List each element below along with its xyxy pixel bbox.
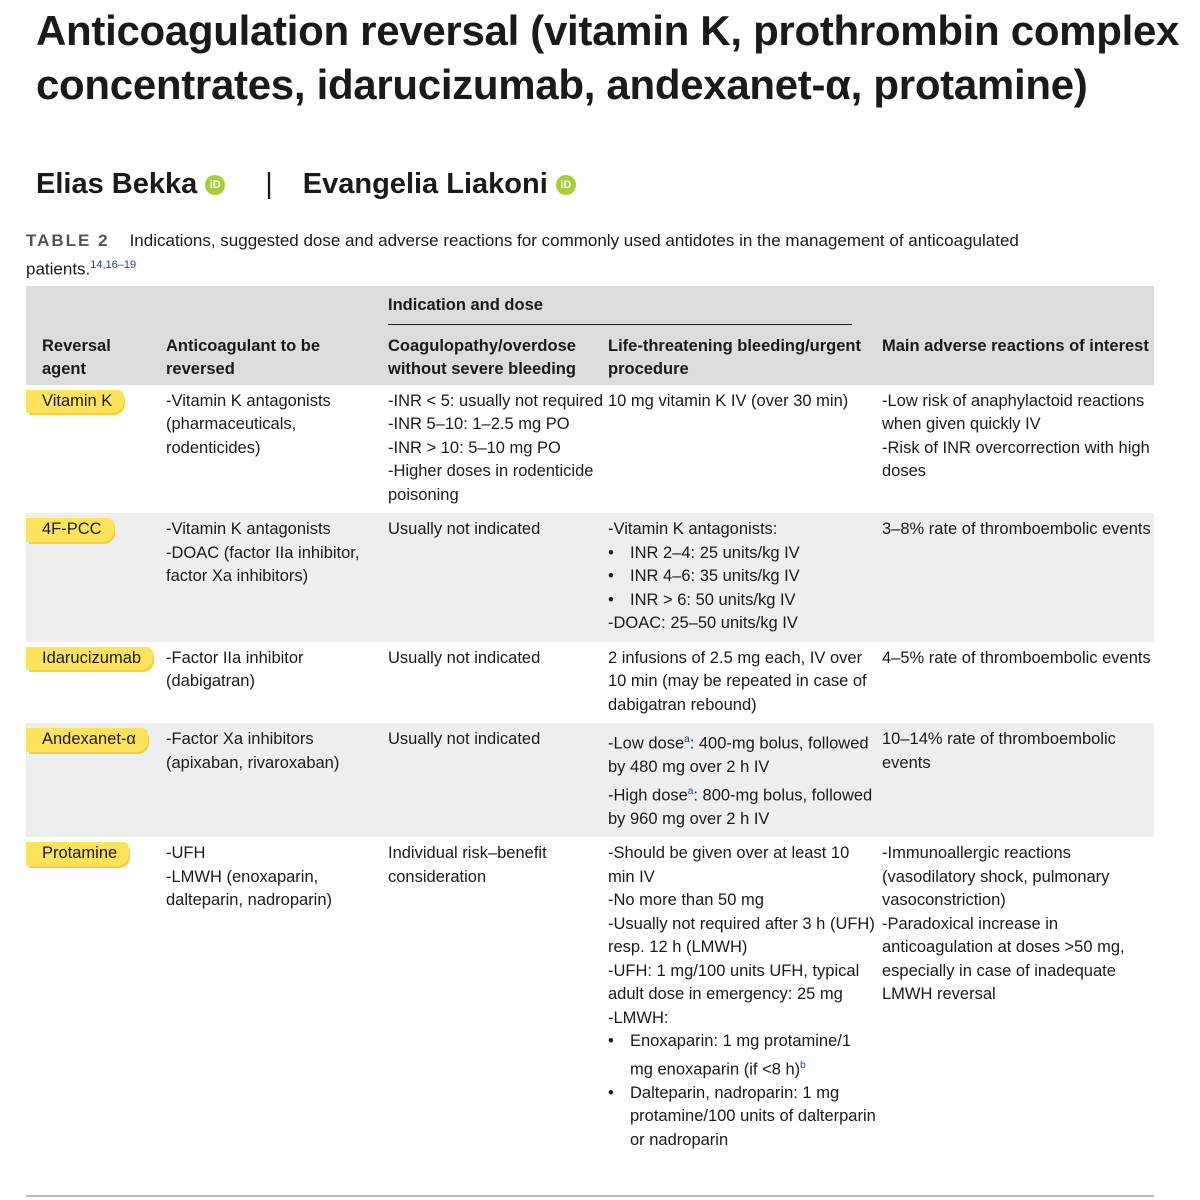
- antidote-table: [26, 286, 1154, 1158]
- cell-text: -Usually not required after 3 h (UFH) resp. 12 h (LMWH): [608, 914, 875, 956]
- cell-text: Usually not indicated: [388, 648, 541, 667]
- caption-text: Indications, suggested dose and adverse reactions for commonly used antidotes in the management of anticoagulated patients.: [26, 231, 1019, 279]
- list-item: • Enoxaparin: 1 mg protamine/1 mg enoxaparin (if <8 h)$^b$: [630, 1030, 878, 1082]
- author-name[interactable]: Elias Bekka: [36, 168, 198, 200]
- header-coagulopathy: Coagulopathy/overdose without severe bleeding: [388, 336, 576, 378]
- cell-text: -Should be given over at least 10 min IV: [608, 844, 850, 886]
- agent-name-highlighted: Idarucizumab: [26, 647, 153, 671]
- cell-text: Usually not indicated: [388, 520, 541, 538]
- table-row: [26, 513, 1154, 642]
- footnote-marker[interactable]: a: [684, 734, 690, 745]
- header-reversal-agent: Reversal agent: [42, 336, 111, 378]
- cell-text: -INR < 5: usually not required: [388, 391, 604, 410]
- cell-text: -Risk of INR overcorrection with high doses: [882, 438, 1150, 480]
- cell-text: Usually not indicated: [388, 730, 541, 748]
- cell-text: -Low risk of anaphylactoid reactions when given quickly IV: [882, 391, 1145, 433]
- cell-text: 3–8% rate of thromboembolic events: [882, 520, 1151, 538]
- list-item: • INR 4–6: 35 units/kg IV: [630, 565, 878, 589]
- cell-text: -UFH: [166, 844, 206, 862]
- cell-text: -Factor IIa inhibitor (dabigatran): [166, 648, 304, 690]
- cell-text: -LMWH (enoxaparin, dalteparin, nadroparin): [166, 867, 333, 909]
- agent-name-highlighted: Vitamin K: [26, 390, 124, 414]
- orcid-icon[interactable]: iD: [556, 175, 576, 195]
- cell-text: 2 infusions of 2.5 mg each, IV over 10 min (may be repeated in case of dabigatran rebound): [608, 648, 867, 714]
- cell-text: -Vitamin K antagonists (pharmaceuticals, rodenticides): [166, 391, 331, 457]
- agent-name-highlighted: Protamine: [26, 842, 129, 866]
- cell-text: -High dose$^a$: 800-mg bolus, followed by 960 mg over 2 h IV: [608, 785, 873, 828]
- header-adverse-reactions: Main adverse reactions of interest: [882, 336, 1149, 355]
- orcid-icon[interactable]: iD: [205, 175, 225, 195]
- footnote-marker[interactable]: a: [687, 785, 694, 797]
- table-caption: [26, 229, 1086, 282]
- cell-text: -Low dose$^a$: 400-mg bolus, followed by 480 mg over 2 h IV: [608, 734, 869, 776]
- list-item: • Dalteparin, nadroparin: 1 mg protamine/100 units of dalterparin or nadroparin: [630, 1082, 878, 1153]
- header-anticoagulant: Anticoagulant to be reversed: [166, 336, 320, 378]
- dose-list: [608, 1030, 878, 1152]
- caption-references[interactable]: 14,16–19: [90, 259, 137, 271]
- cell-text: 4–5% rate of thromboembolic events: [882, 648, 1151, 667]
- table-row: [26, 385, 1154, 514]
- table-bottom-rule: [26, 1195, 1154, 1197]
- author-name[interactable]: Evangelia Liakoni: [302, 168, 548, 200]
- cell-text: -DOAC: 25–50 units/kg IV: [608, 614, 798, 632]
- group-header-indication: Indication and dose: [388, 294, 852, 325]
- cell-text: 10–14% rate of thromboembolic events: [882, 730, 1116, 772]
- cell-text: Individual risk–benefit consideration: [388, 844, 547, 886]
- table-label: TABLE 2: [26, 231, 110, 250]
- cell-text: -LMWH:: [608, 1008, 669, 1027]
- cell-text: -Immunoallergic reactions (vasodilatory shock, pulmonary vasoconstriction): [882, 844, 1110, 909]
- paper-title: Anticoagulation reversal (vitamin K, prothrombin complex concentrates, idarucizumab, andexanet-α, protamine): [36, 7, 1180, 108]
- agent-name-highlighted: Andexanet-α: [26, 728, 148, 752]
- cell-text: -INR > 10: 5–10 mg PO: [388, 438, 561, 457]
- cell-text: -No more than 50 mg: [608, 891, 764, 909]
- cell-text: -DOAC (factor IIa inhibitor, factor Xa inhibitors): [166, 543, 360, 585]
- table-row: [26, 837, 1154, 1158]
- cell-text: 10 mg vitamin K IV (over 30 min): [608, 391, 849, 410]
- dose-list: [608, 542, 878, 613]
- cell-text: -Paradoxical increase in anticoagulation at doses >50 mg, especially in case of inadequate LMWH reversal: [882, 914, 1125, 1003]
- footnote-marker[interactable]: b: [800, 1059, 806, 1071]
- cell-text: -UFH: 1 mg/100 units UFH, typical adult dose in emergency: 25 mg: [608, 961, 860, 1003]
- cell-text: -Vitamin K antagonists: [166, 520, 331, 538]
- author-separator: |: [265, 168, 273, 200]
- agent-name-highlighted: 4F-PCC: [26, 518, 114, 542]
- cell-text: -Higher doses in rodenticide poisoning: [388, 462, 594, 504]
- author-list: [36, 168, 576, 201]
- header-life-threatening: Life-threatening bleeding/urgent procedure: [608, 336, 862, 378]
- list-item: • INR 2–4: 25 units/kg IV: [630, 542, 878, 566]
- table-row: [26, 642, 1154, 724]
- table-row: [26, 723, 1154, 837]
- cell-text: -Vitamin K antagonists:: [608, 520, 778, 538]
- list-item: • INR > 6: 50 units/kg IV: [630, 589, 878, 613]
- cell-text: -INR 5–10: 1–2.5 mg PO: [388, 415, 570, 433]
- cell-text: -Factor Xa inhibitors (apixaban, rivaroxaban): [166, 730, 340, 772]
